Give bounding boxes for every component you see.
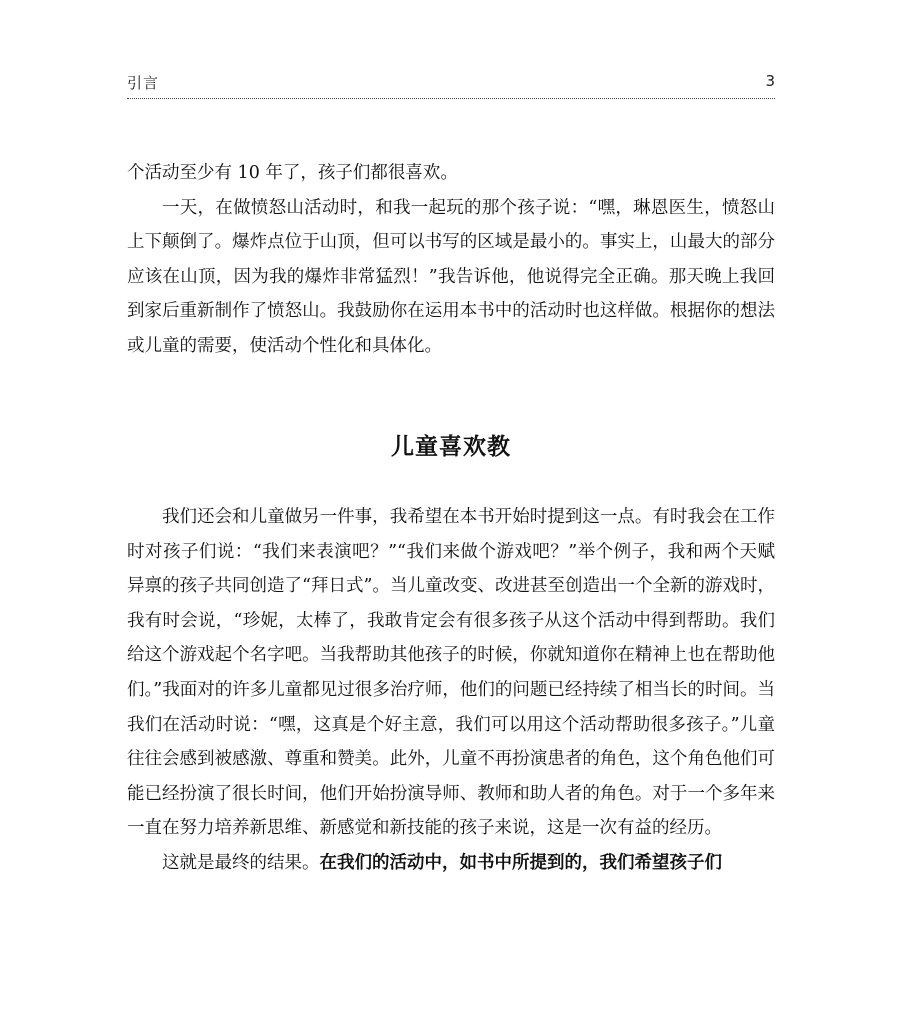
body-paragraph: 个活动至少有 10 年了，孩子们都很喜欢。	[127, 163, 458, 183]
running-header	[127, 68, 775, 99]
page-number: 3	[765, 72, 775, 90]
continued-text-block	[127, 156, 775, 364]
running-title: 引言	[127, 74, 160, 92]
body-paragraph	[127, 846, 775, 881]
body-paragraph: 一天，在做愤怒山活动时，和我一起玩的那个孩子说：“嘿，琳恩医生，愤怒山上下颠倒了。爆炸点位于山顶，但可以书写的区域是最小的。事实上，山最大的部分应该在山顶，因为我的爆炸非常猛烈！”我告诉他，他说得完全正确。那天晚上我回到家后重新制作了愤怒山。我鼓励你在运用本书中的活动时也这样做。根据你的想法或儿童的需要，使活动个性化和具体化。	[127, 197, 775, 356]
section-heading: 儿童喜欢教	[391, 434, 511, 460]
plain-run: 这就是最终的结果。	[162, 852, 320, 873]
section-text-block	[127, 500, 775, 881]
bold-emphasis-run: 在我们的活动中，如书中所提到的，我们希望孩子们	[319, 852, 722, 873]
body-paragraph: 我们还会和儿童做另一件事，我希望在本书开始时提到这一点。有时我会在工作时对孩子们说：“我们来表演吧？”“我们来做个游戏吧？”举个例子，我和两个天赋异禀的孩子共同创造了“拜日式”。当儿童改变、改进甚至创造出一个全新的游戏时，我有时会说，“珍妮，太棒了，我敢肯定会有很多孩子从这个活动中得到帮助。我们给这个游戏起个名字吧。当我帮助其他孩子的时候，你就知道你在精神上也在帮助他们。”我面对的许多儿童都见过很多治疗师，他们的问题已经持续了相当长的时间。当我们在活动时说：“嘿，这真是个好主意，我们可以用这个活动帮助很多孩子。”儿童往往会感到被感激、尊重和赞美。此外，儿童不再扮演患者的角色，这个角色他们可能已经扮演了很长时间，他们开始扮演导师、教师和助人者的角色。对于一个多年来一直在努力培养新思维、新感觉和新技能的孩子来说，这是一次有益的经历。	[127, 507, 775, 839]
